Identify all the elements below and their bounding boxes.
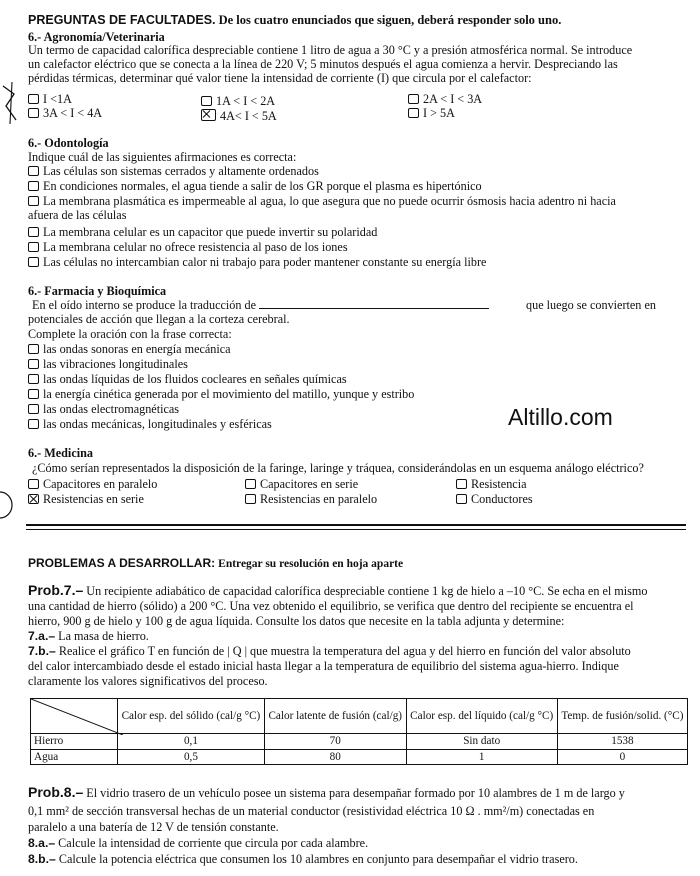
checkbox-icon [28, 242, 39, 252]
odonto-option-4[interactable]: La membrana celular es un capacitor que puede invertir su polaridad [28, 225, 377, 239]
medicina-option-1[interactable]: Capacitores en paralelo [28, 477, 157, 491]
checkbox-icon [28, 108, 39, 118]
prob7-line-1: Prob.7.– Un recipiente adiabático de capacidad calorífica despreciable contiene 1 kg de hielo a –10 °C. Se echa en el mismo [28, 582, 648, 598]
prob8-part-b: 8.b.– Calcule la potencia eléctrica que consumen los 10 alambres en conjunto para desempañar el vidrio trasero. [28, 852, 578, 866]
section-divider-thin [26, 529, 686, 530]
section-heading-odonto: 6.- Odontología [28, 136, 109, 150]
checked-checkbox-icon [201, 109, 216, 121]
table-header: Calor esp. del sólido (cal/g °C) [118, 699, 265, 734]
checkbox-icon [408, 94, 419, 104]
checkbox-icon [456, 494, 467, 504]
answer-blank[interactable] [259, 308, 489, 309]
page-header [28, 13, 561, 27]
farma-option-3[interactable]: las ondas líquidas de los fluidos cocleares en señales químicas [28, 372, 347, 386]
checkbox-icon [28, 374, 39, 384]
odonto-option-5[interactable]: La membrana celular no ofrece resistencia al paso de los iones [28, 240, 348, 254]
watermark-text: Altillo.com [508, 404, 613, 430]
checkbox-icon [28, 419, 39, 429]
table-cell: 70 [264, 734, 406, 750]
prob8-line-2: 0,1 mm² de sección transversal hechas de un material conductor (resistividad eléctrica 10 Ω . mm²/m) conectadas en [28, 804, 595, 818]
vet-line-3: pérdidas térmicas, determinar qué valor tiene la intensidad de corriente (I) que circula por el calefactor: [28, 71, 532, 85]
page-title: PREGUNTAS DE FACULTADES. [28, 13, 216, 27]
medicina-option-6[interactable]: Conductores [456, 492, 533, 506]
farma-option-4[interactable]: la energía cinética generada por el movimiento del matillo, yunque y estribo [28, 387, 414, 401]
prob7-part-a: 7.a.– La masa de hierro. [28, 629, 149, 643]
checkbox-icon [201, 96, 212, 106]
data-table [30, 698, 688, 765]
odonto-option-2[interactable]: En condiciones normales, el agua tiende a salir de los GR porque el plasma es hipertónico [28, 179, 482, 193]
punch-hole-mark [0, 490, 14, 520]
checkbox-icon [28, 479, 39, 489]
checkbox-icon [28, 404, 39, 414]
table-header-row [31, 699, 688, 734]
table-header: Temp. de fusión/solid. (°C) [557, 699, 687, 734]
prob7-line-3: hierro, 900 g de hielo y 100 g de agua líquida. Consulte los datos que necesite en la tabla adjunta y determine: [28, 614, 565, 628]
farma-option-2[interactable]: las vibraciones longitudinales [28, 357, 188, 371]
odonto-option-3-cont: afuera de las células [28, 208, 127, 222]
vet-option-1[interactable]: I <1A [28, 92, 72, 106]
table-row [31, 749, 688, 765]
table-cell: Sin dato [406, 734, 557, 750]
checked-checkbox-icon [28, 494, 39, 504]
prob7-part-b-line-1: 7.b.– Realice el gráfico T en función de | Q | que muestra la temperatura del agua y del hierro en función del valor absoluto [28, 644, 631, 658]
vet-line-1: Un termo de capacidad calorífica despreciable contiene 1 litro de agua a 30 °C y a presión atmosférica normal. Se introduce [28, 43, 633, 57]
farma-line-1: En el oído interno se produce la traducción de [32, 298, 489, 312]
farma-line-1-end: que luego se convierten en [526, 298, 656, 312]
vet-option-3[interactable]: 2A < I < 3A [408, 92, 482, 106]
checkbox-icon [28, 166, 39, 176]
section-heading-vet: 6.- Agronomía/Veterinaria [28, 30, 165, 44]
checkbox-icon [245, 479, 256, 489]
table-cell: 1 [406, 749, 557, 765]
section-divider [26, 524, 686, 526]
checkbox-icon [28, 389, 39, 399]
checkbox-icon [28, 227, 39, 237]
checkbox-icon [28, 94, 39, 104]
diagonal-line [31, 699, 123, 735]
table-corner-cell [31, 699, 118, 734]
checkbox-icon [28, 196, 39, 206]
table-row-label: Hierro [31, 734, 118, 750]
odonto-intro: Indique cuál de las siguientes afirmaciones es correcta: [28, 150, 297, 164]
vet-line-2: un calefactor eléctrico que se conecta a la línea de 220 V; 5 minutos después el agua comienza a hervir. Despreciando las [28, 57, 618, 71]
vet-option-2[interactable]: 1A < I < 2A [201, 94, 275, 108]
medicina-option-2[interactable]: Capacitores en serie [245, 477, 358, 491]
farma-option-6[interactable]: las ondas mecánicas, longitudinales y esféricas [28, 417, 272, 431]
prob7-part-b-line-3: claramente los valores significativos del proceso. [28, 674, 268, 688]
farma-option-5[interactable]: las ondas electromagnéticas [28, 402, 179, 416]
odonto-option-3[interactable]: La membrana plasmática es impermeable al agua, lo que asegura que no puede ocurrir ósmosis hacia adentro ni hacia [28, 194, 616, 208]
page-instruction: De los cuatro enunciados que siguen, deberá responder solo uno. [218, 13, 562, 27]
table-cell: 0,1 [118, 734, 265, 750]
problems-title: PROBLEMAS A DESARROLLAR: [28, 556, 216, 570]
section-heading-medicina: 6.- Medicina [28, 446, 93, 460]
table-cell: 80 [264, 749, 406, 765]
medicina-option-5[interactable]: Resistencias en paralelo [245, 492, 377, 506]
problems-subtitle: Entregar su resolución en hoja aparte [218, 558, 404, 570]
vet-option-6[interactable]: I > 5A [408, 106, 455, 120]
medicina-option-3[interactable]: Resistencia [456, 477, 527, 491]
farma-line-3: Complete la oración con la frase correcta: [28, 327, 232, 341]
table-cell: 1538 [557, 734, 687, 750]
checkbox-icon [28, 257, 39, 267]
prob8-line-3: paralelo a una batería de 12 V de tensión constante. [28, 820, 279, 834]
prob8-label: Prob.8.– [28, 784, 84, 800]
farma-line-2: potenciales de acción que llegan a la corteza cerebral. [28, 312, 290, 326]
problems-header [28, 556, 403, 571]
medicina-option-4[interactable]: Resistencias en serie [28, 492, 144, 506]
table-cell: 0 [557, 749, 687, 765]
prob7-label: Prob.7.– [28, 582, 84, 598]
medicina-question: ¿Cómo serían representados la disposición de la faringe, laringe y tráquea, considerándolas en un esquema análogo eléctrico? [32, 461, 644, 475]
prob8-part-a: 8.a.– Calcule la intensidad de corriente que circula por cada alambre. [28, 836, 369, 850]
prob7-line-2: una cantidad de hierro (sólido) a 200 °C. Una vez obtenido el equilibrio, se verifica que dentro del recipiente se encuentra el [28, 599, 634, 613]
table-row-label: Agua [31, 749, 118, 765]
table-row [31, 734, 688, 750]
checkbox-icon [408, 108, 419, 118]
farma-option-1[interactable]: las ondas sonoras en energía mecánica [28, 342, 231, 356]
section-heading-farma: 6.- Farmacia y Bioquímica [28, 284, 167, 298]
checkbox-icon [245, 494, 256, 504]
vet-option-4[interactable]: 3A < I < 4A [28, 106, 102, 120]
table-header: Calor latente de fusión (cal/g) [264, 699, 406, 734]
checkbox-icon [28, 181, 39, 191]
odonto-option-6[interactable]: Las células no intercambian calor ni trabajo para poder mantener constante su energía libre [28, 255, 486, 269]
handwritten-mark [0, 80, 24, 126]
prob8-line-1: Prob.8.– El vidrio trasero de un vehículo posee un sistema para desempañar formado por 10 alambres de 1 m de largo y [28, 784, 625, 800]
table-header: Calor esp. del líquido (cal/g °C) [406, 699, 557, 734]
prob7-part-b-line-2: del calor intercambiado desde el estado inicial hasta llegar a la temperatura de equilibrio del sistema agua-hierro. Indique [28, 659, 619, 673]
checkbox-icon [28, 344, 39, 354]
table-cell: 0,5 [118, 749, 265, 765]
odonto-option-1[interactable]: Las células son sistemas cerrados y altamente ordenados [28, 164, 319, 178]
checkbox-icon [456, 479, 467, 489]
vet-option-5[interactable]: 4A< I < 5A [201, 109, 277, 123]
checkbox-icon [28, 359, 39, 369]
